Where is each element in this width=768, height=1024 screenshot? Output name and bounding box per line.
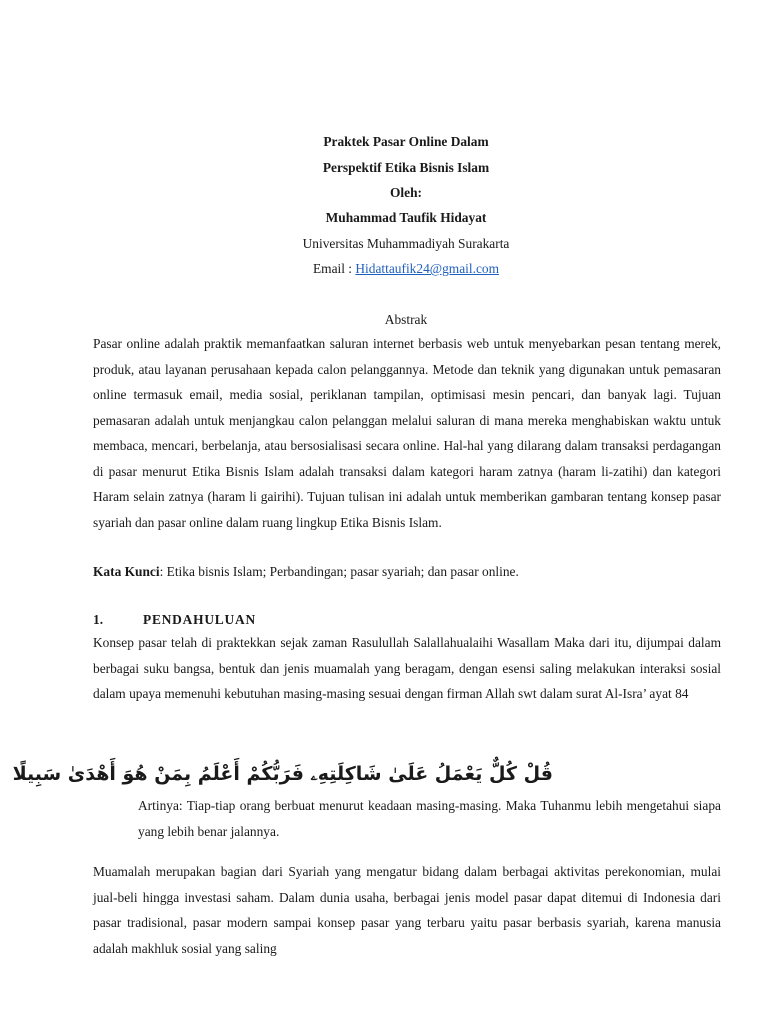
abstract-body: Pasar online adalah praktik memanfaatkan saluran internet berbasis web untuk menyebarkan pesan tentang merek, produk, atau layanan perusahaan kepada calon pelanggannya. Metode dan teknik yang digunakan untuk pemasaran online termasuk email, media sosial, periklanan tampilan, optimisasi mesin pencari, dan banyak lagi. Tujuan pemasaran adalah untuk menjangkau calon pelanggan melalui saluran di mana mereka menghabiskan waktu untuk membaca, mencari, berbelanja, atau bersosialisasi secara online. Hal-hal yang dilarang dalam transaksi perdagangan di pasar menurut Etika Bisnis Islam adalah transaksi dalam kategori haram zatnya (haram li-zatihi) dan kategori Haram selain zatnya (haram li gairihi). Tujuan tulisan ini adalah untuk memberikan gambaran tentang konsep pasar syariah dan pasar online dalam ruang lingkup Etika Bisnis Islam. (93, 336, 721, 530)
muamalah-paragraph: Muamalah merupakan bagian dari Syariah yang mengatur bidang dalam berbagai aktivitas perekonomian, mulai jual-beli hingga investasi saham. Dalam dunia usaha, berbagai jenis model pasar dapat ditemui di Indonesia dari pasar tradisional, pasar modern sampai konsep pasar yang terbaru yaitu pasar berbasis syariah, karena manusia adalah makhluk sosial yang saling (93, 864, 721, 956)
verse-translation: Artinya: Tiap-tiap orang berbuat menurut keadaan masing-masing. Maka Tuhanmu lebih mengetahui siapa yang lebih benar jalannya. (138, 798, 721, 839)
email-line (0, 261, 768, 277)
by-label: Oleh: (390, 185, 422, 200)
keywords-line (93, 559, 721, 585)
section-number: 1. (93, 612, 104, 627)
author-name: Muhammad Taufik Hidayat (325, 210, 487, 225)
email-link[interactable]: Hidattaufik24@gmail.com (355, 261, 499, 276)
institution: Universitas Muhammadiyah Surakarta (302, 236, 510, 251)
intro-paragraph: Konsep pasar telah di praktekkan sejak zaman Rasulullah Salallahualaihi Wasallam Maka dari itu, dijumpai dalam berbagai suku bangsa, bentuk dan jenis muamalah yang beragam, dengan esensi saling melakukan interaksi sosial dalam upaya memenuhi kebutuhan masing-masing sesuai dengan firman Allah swt dalam surat Al-Isra’ ayat 84 (93, 635, 721, 701)
title-line-1: Praktek Pasar Online Dalam (323, 134, 489, 149)
keywords-text: : Etika bisnis Islam; Perbandingan; pasar syariah; dan pasar online. (159, 564, 519, 579)
abstract-heading: Abstrak (384, 312, 428, 327)
section-title: PENDAHULUAN (143, 612, 256, 627)
keywords-label: Kata Kunci (93, 564, 160, 579)
email-label: Email : (312, 261, 356, 276)
arabic-verse: قُلْ كُلٌّ يَعْمَلُ عَلَىٰ شَاكِلَتِهِۦ فَرَبُّكُمْ أَعْلَمُ بِمَنْ هُوَ أَهْدَىٰ سَبِيلًا (12, 763, 553, 785)
title-line-2: Perspektif Etika Bisnis Islam (322, 160, 490, 175)
section-heading (93, 611, 256, 629)
